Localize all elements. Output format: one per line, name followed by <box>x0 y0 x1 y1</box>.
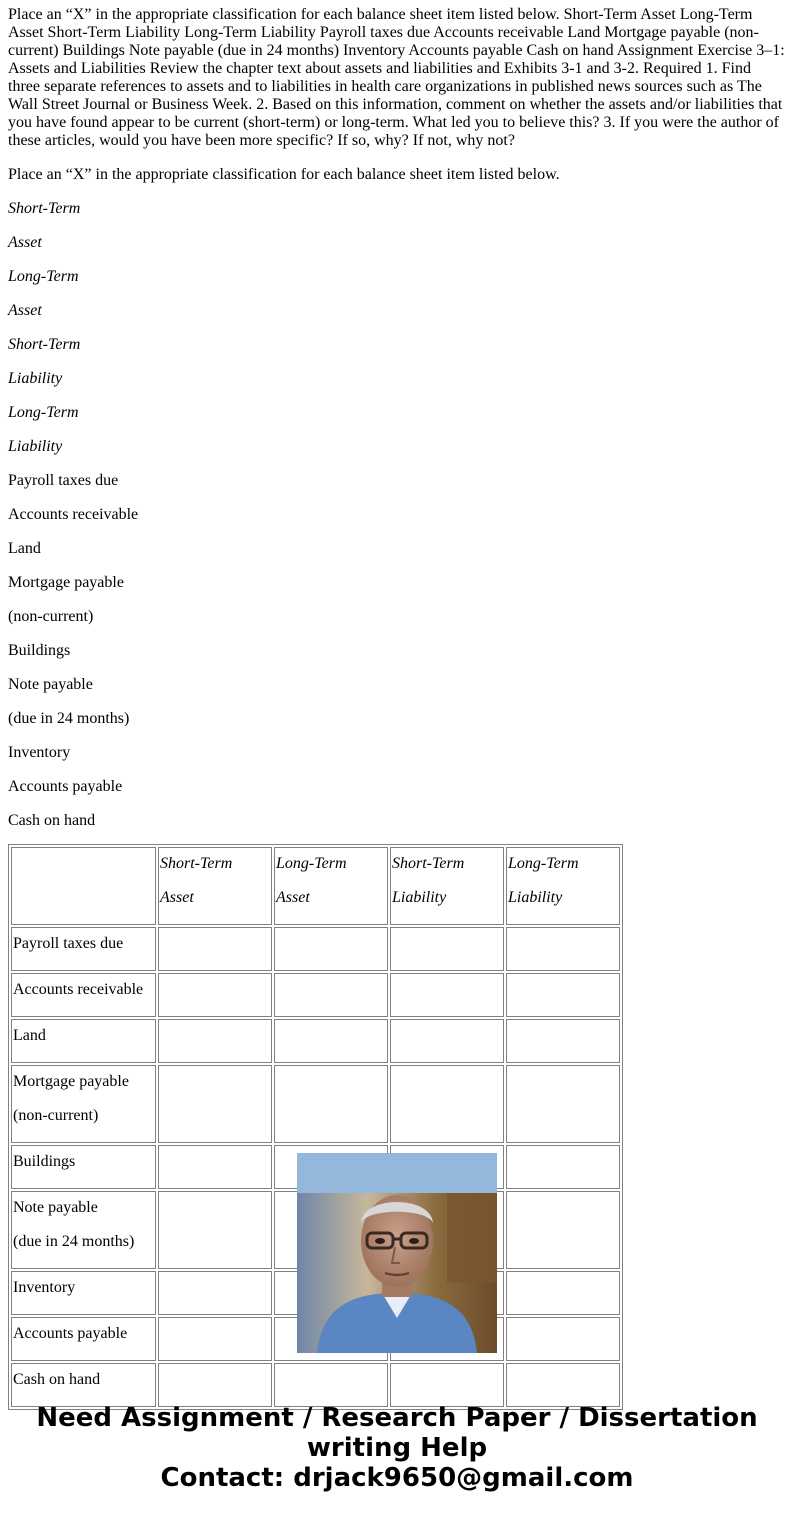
classification-cell[interactable] <box>506 1363 620 1407</box>
classification-cell[interactable] <box>274 1019 388 1063</box>
classification-cell[interactable] <box>158 1065 272 1143</box>
row-label-line: (non-current) <box>13 1107 99 1124</box>
column-header <box>158 847 272 925</box>
column-header-line: Short-Term <box>160 855 233 872</box>
classification-cell[interactable] <box>506 1065 620 1143</box>
classification-cell[interactable] <box>506 973 620 1017</box>
classification-cell[interactable] <box>274 973 388 1017</box>
classification-cell[interactable] <box>158 1019 272 1063</box>
classification-cell[interactable] <box>158 1271 272 1315</box>
heading-line: Asset <box>8 302 42 319</box>
table-row <box>11 927 620 971</box>
classification-cell[interactable] <box>506 1191 620 1269</box>
table-row <box>11 1019 620 1063</box>
classification-cell[interactable] <box>158 927 272 971</box>
item-line: (non-current) <box>8 608 94 625</box>
heading-line: Short-Term <box>8 336 81 353</box>
classification-cell[interactable] <box>158 1145 272 1189</box>
table-corner-cell <box>11 847 156 925</box>
row-label-line: Accounts receivable <box>13 981 144 998</box>
classification-cell[interactable] <box>390 973 504 1017</box>
row-label-line: Accounts payable <box>13 1325 128 1342</box>
column-header <box>274 847 388 925</box>
row-label-line: (due in 24 months) <box>13 1233 135 1250</box>
row-label-line: Inventory <box>13 1279 76 1296</box>
table-row <box>11 1363 620 1407</box>
item-line: Land <box>8 540 41 557</box>
row-label <box>11 1271 156 1315</box>
row-label-line: Cash on hand <box>13 1371 101 1388</box>
column-header-line: Short-Term <box>392 855 465 872</box>
heading-line: Long-Term <box>8 404 79 421</box>
classification-cell[interactable] <box>158 1191 272 1269</box>
column-header <box>390 847 504 925</box>
classification-cell[interactable] <box>274 1065 388 1143</box>
table-row <box>11 1065 620 1143</box>
classification-cell[interactable] <box>274 1363 388 1407</box>
promo-contact-line: Contact: drjack9650@gmail.com <box>160 1463 634 1493</box>
row-label <box>11 1145 156 1189</box>
heading-line: Asset <box>8 234 42 251</box>
row-label <box>11 1191 156 1269</box>
item-line: (due in 24 months) <box>8 710 130 727</box>
promo-line: Need Assignment / Research Paper / Dissertation <box>36 1403 758 1433</box>
item-line: Note payable <box>8 676 93 693</box>
intro-paragraph: Place an “X” in the appropriate classification for each balance sheet item listed below. Short-Term Asset Long-Term Asset Short-Term Liability Long-Term Liability Payroll taxes due Accounts receivable Land Mortgage payable (non-current) Buildings Note payable (due in 24 months) Inventory Accounts payable Cash on hand Assignment Exercise 3–1: Assets and Liabilities Review the chapter text about assets and liabilities and Exhibits 3-1 and 3-2. Required 1. Find three separate references to assets and to liabilities in health care organizations in published news sources such as The Wall Street Journal or Business Week. 2. Based on this information, comment on whether the assets and/or liabilities that you have found appear to be current (short-term) or long-term. What led you to believe this? 3. If you were the author of these articles, would you have been more specific? If so, why? If not, why not? <box>8 6 785 149</box>
heading-line: Liability <box>8 370 63 387</box>
promo-banner <box>0 1403 794 1493</box>
document-body <box>8 0 786 1388</box>
row-label-line: Note payable <box>13 1199 98 1216</box>
column-header-line: Asset <box>276 889 310 906</box>
row-label-line: Buildings <box>13 1153 76 1170</box>
column-header-line: Long-Term <box>276 855 347 872</box>
promo-line: writing Help <box>306 1433 488 1463</box>
classification-cell[interactable] <box>506 1145 620 1189</box>
item-line: Accounts payable <box>8 778 123 795</box>
row-label <box>11 927 156 971</box>
heading-line: Long-Term <box>8 268 79 285</box>
classification-cell[interactable] <box>274 927 388 971</box>
table-row <box>11 973 620 1017</box>
classification-cell[interactable] <box>506 1019 620 1063</box>
instruction-paragraph: Place an “X” in the appropriate classification for each balance sheet item listed below. <box>8 166 560 183</box>
classification-cell[interactable] <box>158 973 272 1017</box>
classification-cell[interactable] <box>390 927 504 971</box>
column-header-line: Liability <box>392 889 447 906</box>
row-label <box>11 1363 156 1407</box>
classification-cell[interactable] <box>158 1317 272 1361</box>
classification-cell[interactable] <box>390 1065 504 1143</box>
heading-line: Liability <box>8 438 63 455</box>
row-label <box>11 1019 156 1063</box>
row-label-line: Payroll taxes due <box>13 935 124 952</box>
classification-cell[interactable] <box>390 1363 504 1407</box>
column-header <box>506 847 620 925</box>
classification-cell[interactable] <box>506 1317 620 1361</box>
item-line: Accounts receivable <box>8 506 139 523</box>
column-header-line: Asset <box>160 889 194 906</box>
classification-cell[interactable] <box>506 1271 620 1315</box>
table-header-row <box>11 847 620 925</box>
column-header-line: Liability <box>508 889 563 906</box>
author-photo <box>297 1153 497 1353</box>
item-line: Mortgage payable <box>8 574 124 591</box>
item-line: Inventory <box>8 744 71 761</box>
classification-cell[interactable] <box>506 927 620 971</box>
classification-cell[interactable] <box>390 1019 504 1063</box>
item-line: Payroll taxes due <box>8 472 119 489</box>
row-label <box>11 1065 156 1143</box>
row-label <box>11 973 156 1017</box>
item-line: Cash on hand <box>8 812 96 829</box>
heading-line: Short-Term <box>8 200 81 217</box>
column-header-line: Long-Term <box>508 855 579 872</box>
row-label-line: Mortgage payable <box>13 1073 129 1090</box>
row-label-line: Land <box>13 1027 46 1044</box>
classification-cell[interactable] <box>158 1363 272 1407</box>
item-line: Buildings <box>8 642 71 659</box>
row-label <box>11 1317 156 1361</box>
